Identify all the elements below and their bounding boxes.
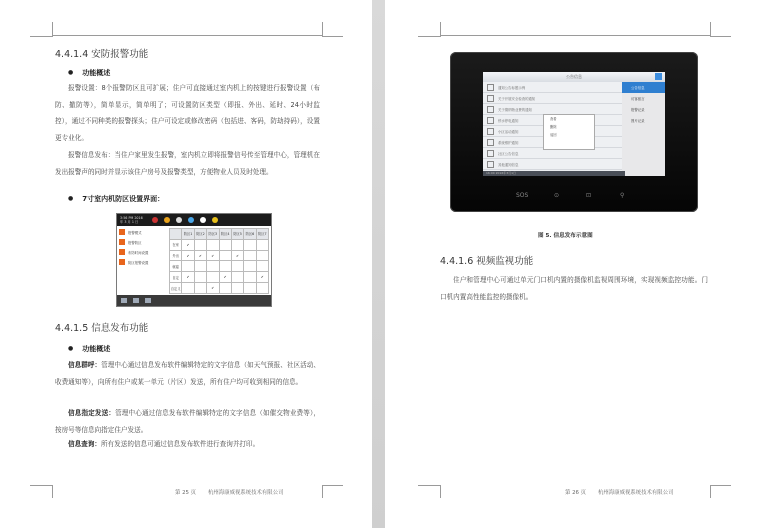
- zone-settings-screenshot: [116, 213, 272, 307]
- grid-cell: [219, 283, 231, 294]
- paragraph: 住户和管理中心可通过单元门口机内置的摄像机监视周围环境，实现视频监控功能。门口机内置高性能监控的摄像机。: [440, 276, 708, 301]
- grid-cell: ✔: [207, 283, 219, 294]
- paragraph-label: 信息群呼：: [68, 361, 102, 369]
- nav-icon: [121, 298, 127, 303]
- grid-cell: [219, 250, 231, 261]
- grid-header: 防区4: [219, 229, 231, 240]
- screenshot-sidebar: [119, 228, 165, 268]
- list-item-label: 关于开展安全检查的通知: [498, 96, 536, 101]
- grid-cell: [219, 239, 231, 250]
- grid-header: 防区7: [256, 229, 268, 240]
- grid-cell: [244, 283, 256, 294]
- envelope-icon: [487, 106, 494, 113]
- zone-menu-label: 布防时间设置: [128, 250, 149, 255]
- screenshot-bottombar: [117, 295, 271, 306]
- nav-icon: [133, 298, 139, 303]
- envelope-icon: [487, 139, 494, 146]
- grid-cell: 自定义: [170, 283, 182, 294]
- paragraph-text: 管理中心通过信息发布软件编辑特定的文字信息（如天气预报、社区活动、收费通知等），向所有住户或某一单元（片区）发送，所有住户均可收到相同的信息。: [55, 361, 321, 386]
- header-rule: [52, 35, 322, 36]
- nav-icon: [145, 298, 151, 303]
- grid-cell: [207, 239, 219, 250]
- grid-cell: [194, 261, 206, 272]
- grid-cell: [256, 239, 268, 250]
- globe-icon: [200, 217, 206, 223]
- grid-cell: 外出: [170, 250, 182, 261]
- list-item: [483, 82, 622, 93]
- menu-tag-icon: [119, 229, 125, 235]
- bullet-heading: ● 7寸室内机防区设置界面：: [68, 194, 164, 204]
- list-item-label: 通知公告标题示例: [498, 85, 526, 90]
- paragraph-label: 信息查询：: [68, 440, 101, 448]
- zone-menu-label: 报警防区: [128, 240, 142, 245]
- grid-cell: [194, 283, 206, 294]
- grid-cell: [194, 239, 206, 250]
- table-row: [170, 272, 269, 283]
- grid-cell: [231, 239, 243, 250]
- zone-menu-item: [119, 238, 165, 246]
- device-display: [483, 72, 665, 176]
- grid-cell: [219, 261, 231, 272]
- list-item-label: 停水停电通知: [498, 118, 519, 123]
- table-row: [170, 250, 269, 261]
- grid-cell: [207, 261, 219, 272]
- sos-button: SOS: [516, 192, 529, 199]
- screenshot-topbar: [117, 214, 271, 226]
- envelope-icon: [487, 161, 494, 168]
- paragraph: 报警设置：8个报警防区且可扩展；住户可直接通过室内机上的按键进行报警设置（布防、撤防等），简单显示，简单明了；可设置防区类型（即报、外出、延时、24小时监控），通过不同种类的报警探头；住户可设定或修改密码（包括进、客码，防劫持码），设置更专业化。: [55, 84, 320, 142]
- grid-header: 防区5: [231, 229, 243, 240]
- popup-item: 查看: [550, 117, 557, 121]
- list-item: [483, 159, 622, 170]
- display-menu-item: 图片记录: [631, 119, 645, 123]
- paragraph: 报警信息发布：当住户家里发生报警，室内机立即将报警信号传至管理中心，管理机在发出报警声的同时并显示该住户房号及报警类型，方便物业人员及时处理。: [55, 151, 320, 176]
- paragraph-label: 信息指定发送：: [68, 409, 116, 417]
- crop-mark: [418, 485, 441, 498]
- zone-menu-item: [119, 228, 165, 236]
- grid-cell: ✔: [207, 250, 219, 261]
- paragraph: [55, 357, 320, 390]
- list-item-label: 小区活动通知: [498, 129, 519, 134]
- grid-cell: [244, 239, 256, 250]
- section-title: 4.4.1.5 信息发布功能: [55, 323, 149, 334]
- page-number: 第 26 页: [565, 490, 587, 496]
- settings-icon: [212, 217, 218, 223]
- display-title: 公告信息: [483, 72, 665, 82]
- display-menu-item: 报警记录: [631, 108, 645, 112]
- home-icon: [655, 73, 662, 80]
- crop-mark: [30, 22, 53, 37]
- grid-header: 防区3: [207, 229, 219, 240]
- grid-cell: [182, 283, 194, 294]
- display-status: 16:00 2016年3月1日: [483, 171, 625, 176]
- grid-cell: [256, 250, 268, 261]
- grid-header: 防区2: [194, 229, 206, 240]
- grid-cell: [256, 261, 268, 272]
- zone-menu-label: 防区报警设置: [128, 260, 149, 265]
- page-gutter: [372, 0, 385, 528]
- paragraph-text: 所有发送的信息可通过信息发布软件进行查询并打印。: [100, 440, 260, 448]
- grid-cell: 在家: [170, 239, 182, 250]
- screenshot-clock: 3:56 PM 2016 年 3 月 1 日: [120, 216, 143, 224]
- display-menu-item: 访客留言: [631, 97, 645, 101]
- grid-cell: [231, 261, 243, 272]
- figure-caption: 图 5. 信息发布示意图: [538, 233, 593, 239]
- crop-mark: [322, 485, 343, 498]
- envelope-icon: [487, 84, 494, 91]
- popup-item: 返回: [550, 133, 557, 137]
- bullet-heading: ● 功能概述: [68, 68, 110, 78]
- crop-mark: [30, 485, 53, 498]
- company-name: 杭州海康威视系统技术有限公司: [598, 490, 674, 496]
- menu-tag-icon: [119, 249, 125, 255]
- grid-cell: [194, 272, 206, 283]
- crop-mark: [710, 22, 731, 37]
- zone-menu-item: [119, 258, 165, 266]
- envelope-icon: [487, 117, 494, 124]
- grid-header: [170, 229, 182, 240]
- grid-cell: ✔: [182, 250, 194, 261]
- notice-popup: [543, 114, 595, 150]
- table-row: [170, 261, 269, 272]
- left-page: [0, 0, 372, 528]
- envelope-icon: [487, 150, 494, 157]
- unlock-button: ⊙: [554, 192, 560, 199]
- grid-header: 防区6: [244, 229, 256, 240]
- grid-cell: ✔: [182, 239, 194, 250]
- crop-mark: [322, 22, 343, 37]
- grid-cell: ✔: [194, 250, 206, 261]
- bullet-heading: ● 功能概述: [68, 344, 110, 354]
- grid-cell: [207, 272, 219, 283]
- grid-cell: [231, 283, 243, 294]
- menu-tag-icon: [119, 239, 125, 245]
- call-button: ⚲: [620, 192, 625, 199]
- page-number: 第 25 页: [175, 490, 197, 496]
- grid-header: 防区1: [182, 229, 194, 240]
- list-item-label: 其他通知信息: [498, 162, 519, 167]
- crop-mark: [710, 485, 731, 498]
- header-rule: [440, 35, 710, 36]
- zone-grid: [169, 228, 269, 294]
- bell-icon: [164, 217, 170, 223]
- grid-cell: 就寝: [170, 261, 182, 272]
- envelope-icon: [487, 128, 494, 135]
- display-menu-item: 公告信息: [622, 82, 665, 93]
- list-item-label: 系统维护通知: [498, 140, 519, 145]
- company-name: 杭州海康威视系统技术有限公司: [208, 490, 284, 496]
- paragraph: [55, 405, 320, 438]
- grid-cell: [231, 272, 243, 283]
- list-item: [483, 93, 622, 104]
- message-icon: [188, 217, 194, 223]
- paragraph-text: 管理中心通过信息发布软件编辑特定的文字信息（如催交物业费等），按房号等信息向指定住户发送。: [55, 409, 321, 434]
- section-title: 4.4.1.6 视频监视功能: [440, 256, 534, 267]
- section-title: 4.4.1.4 安防报警功能: [55, 49, 149, 60]
- list-item-label: 社区公告信息: [498, 151, 519, 156]
- popup-item: 删除: [550, 125, 557, 129]
- grid-cell: ✔: [219, 272, 231, 283]
- indoor-station-photo: [450, 52, 698, 212]
- grid-cell: [244, 250, 256, 261]
- list-item-label: 关于缴纳物业费的通知: [498, 107, 532, 112]
- grid-cell: [256, 283, 268, 294]
- grid-cell: ✔: [256, 272, 268, 283]
- phone-icon: [176, 217, 182, 223]
- envelope-icon: [487, 95, 494, 102]
- table-row: [170, 239, 269, 250]
- menu-tag-icon: [119, 259, 125, 265]
- zone-menu-item: [119, 248, 165, 256]
- crop-mark: [418, 22, 441, 37]
- display-menu: [622, 82, 665, 176]
- alarm-icon: [152, 217, 158, 223]
- monitor-button: ⊡: [586, 192, 592, 199]
- grid-cell: 自定: [170, 272, 182, 283]
- grid-cell: [244, 261, 256, 272]
- zone-menu-label: 报警模式: [128, 230, 142, 235]
- grid-cell: [182, 261, 194, 272]
- grid-cell: ✔: [182, 272, 194, 283]
- grid-cell: [244, 272, 256, 283]
- grid-cell: ✔: [231, 250, 243, 261]
- table-row: [170, 283, 269, 294]
- paragraph: [55, 436, 320, 453]
